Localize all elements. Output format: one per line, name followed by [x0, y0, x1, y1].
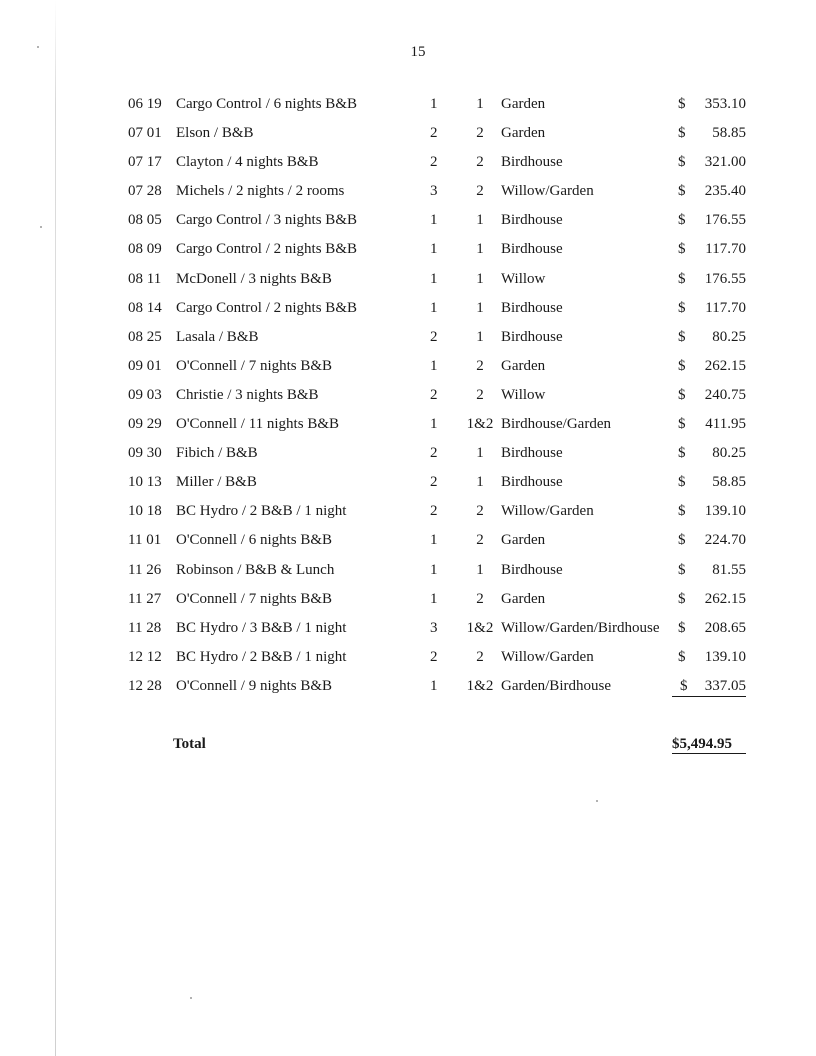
ledger-row	[0, 470, 816, 499]
amount-value: 224.70	[704, 532, 746, 549]
amount-value: 262.15	[704, 357, 746, 374]
guest-count: 2	[430, 648, 438, 665]
room-name: Birdhouse	[501, 212, 563, 229]
booking-description: Lasala / B&B	[176, 328, 259, 345]
booking-date: 11 27	[128, 590, 162, 607]
amount-value: 80.25	[712, 328, 746, 345]
booking-date: 09 30	[128, 445, 162, 462]
booking-date: 10 13	[128, 474, 162, 491]
room-number: 2	[476, 532, 484, 549]
booking-description: Christie / 3 nights B&B	[176, 386, 319, 403]
amount-value: 139.10	[704, 648, 746, 665]
room-number: 2	[476, 154, 484, 171]
room-number: 1	[476, 474, 484, 491]
room-name: Birdhouse	[501, 561, 563, 578]
room-name: Garden	[501, 357, 546, 374]
currency-symbol: $	[678, 590, 686, 607]
guest-count: 1	[430, 270, 438, 287]
booking-description: O'Connell / 11 nights B&B	[176, 416, 339, 433]
ledger-row	[0, 150, 816, 179]
currency-symbol: $	[680, 677, 688, 694]
room-number: 2	[476, 183, 484, 200]
currency-symbol: $	[678, 416, 686, 433]
ledger-row	[0, 587, 816, 616]
room-number: 2	[476, 357, 484, 374]
amount-value: 139.10	[704, 503, 746, 520]
amount-value: 208.65	[704, 619, 746, 636]
guest-count: 1	[430, 561, 438, 578]
amount-value: 58.85	[712, 125, 746, 142]
booking-description: O'Connell / 7 nights B&B	[176, 590, 333, 607]
booking-date: 11 28	[128, 619, 162, 636]
amount-value: 235.40	[704, 183, 746, 200]
booking-date: 08 14	[128, 299, 162, 316]
ledger-row	[0, 179, 816, 208]
booking-description: O'Connell / 7 nights B&B	[176, 357, 333, 374]
page-number: 15	[410, 44, 426, 60]
ledger-row	[0, 296, 816, 325]
currency-symbol: $	[678, 503, 686, 520]
room-name: Garden	[501, 590, 546, 607]
booking-date: 12 28	[128, 677, 162, 694]
ledger-row	[0, 208, 816, 237]
guest-count: 2	[430, 328, 438, 345]
amount-value: 176.55	[704, 212, 746, 229]
guest-count: 1	[430, 532, 438, 549]
booking-description: BC Hydro / 2 B&B / 1 night	[176, 648, 347, 665]
ledger-row	[0, 558, 816, 587]
guest-count: 1	[430, 96, 438, 112]
booking-date: 07 01	[128, 125, 162, 142]
booking-date: 08 05	[128, 212, 162, 229]
booking-description: McDonell / 3 nights B&B	[176, 270, 332, 287]
amount-value: 337.05	[704, 677, 746, 694]
scan-speck	[190, 997, 192, 999]
booking-description: Elson / B&B	[176, 125, 254, 142]
currency-symbol: $	[678, 561, 686, 578]
guest-count: 2	[430, 386, 438, 403]
currency-symbol: $	[678, 474, 686, 491]
room-number: 1	[476, 328, 484, 345]
room-number: 2	[476, 386, 484, 403]
ledger-row	[0, 645, 816, 674]
room-name: Willow/Garden	[501, 503, 594, 520]
currency-symbol: $	[678, 270, 686, 287]
ledger-row	[0, 528, 816, 557]
amount-value: 240.75	[704, 386, 746, 403]
booking-description: BC Hydro / 3 B&B / 1 night	[176, 619, 347, 636]
room-name: Birdhouse	[501, 154, 563, 171]
room-name: Birdhouse/Garden	[501, 416, 611, 433]
booking-description: Michels / 2 nights / 2 rooms	[176, 183, 345, 200]
amount-value: 353.10	[704, 96, 746, 112]
booking-description: O'Connell / 9 nights B&B	[176, 677, 333, 694]
currency-symbol: $	[678, 212, 686, 229]
booking-description: Cargo Control / 2 nights B&B	[176, 241, 357, 258]
ledger-row	[0, 354, 816, 383]
booking-description: Robinson / B&B & Lunch	[176, 561, 335, 578]
currency-symbol: $	[678, 532, 686, 549]
room-name: Willow/Garden/Birdhouse	[501, 619, 660, 636]
room-number: 2	[476, 590, 484, 607]
amount-value: 411.95	[705, 416, 746, 433]
booking-amount	[672, 676, 746, 697]
booking-description: O'Connell / 6 nights B&B	[176, 532, 333, 549]
guest-count: 1	[430, 241, 438, 258]
ledger-row	[0, 412, 816, 441]
room-name: Willow	[501, 386, 546, 403]
currency-symbol: $	[678, 328, 686, 345]
guest-count: 1	[430, 590, 438, 607]
ledger-row	[0, 441, 816, 470]
currency-symbol: $	[678, 183, 686, 200]
guest-count: 2	[430, 125, 438, 142]
booking-date: 11 26	[128, 561, 162, 578]
amount-value: 117.70	[705, 299, 746, 316]
guest-count: 2	[430, 474, 438, 491]
amount-value: 117.70	[705, 241, 746, 258]
room-name: Willow	[501, 270, 546, 287]
room-number: 2	[476, 503, 484, 520]
room-name: Birdhouse	[501, 474, 563, 491]
booking-description: Cargo Control / 2 nights B&B	[176, 299, 357, 316]
amount-value: 58.85	[712, 474, 746, 491]
booking-date: 09 01	[128, 357, 162, 374]
total-label: Total	[173, 736, 206, 752]
booking-description: Fibich / B&B	[176, 445, 258, 462]
room-name: Birdhouse	[501, 445, 563, 462]
room-name: Willow/Garden	[501, 648, 594, 665]
ledger-row	[0, 616, 816, 645]
room-number: 1&2	[466, 619, 494, 636]
booking-date: 10 18	[128, 503, 162, 520]
scan-speck	[596, 800, 598, 802]
guest-count: 3	[430, 183, 438, 200]
currency-symbol: $	[678, 241, 686, 258]
amount-value: 176.55	[704, 270, 746, 287]
currency-symbol: $	[678, 125, 686, 142]
currency-symbol: $	[678, 445, 686, 462]
room-name: Garden	[501, 532, 546, 549]
booking-description: Clayton / 4 nights B&B	[176, 154, 319, 171]
room-number: 1	[476, 299, 484, 316]
room-name: Garden	[501, 96, 546, 112]
booking-description: BC Hydro / 2 B&B / 1 night	[176, 503, 347, 520]
guest-count: 1	[430, 677, 438, 694]
guest-count: 1	[430, 416, 438, 433]
guest-count: 1	[430, 212, 438, 229]
ledger-row	[0, 121, 816, 150]
booking-date: 12 12	[128, 648, 162, 665]
currency-symbol: $	[678, 357, 686, 374]
guest-count: 2	[430, 154, 438, 171]
booking-description: Miller / B&B	[176, 474, 257, 491]
room-name: Birdhouse	[501, 299, 563, 316]
total-amount: $5,494.95	[672, 736, 746, 754]
room-number: 1	[476, 445, 484, 462]
guest-count: 2	[430, 503, 438, 520]
ledger-row	[0, 92, 816, 121]
ledger-row	[0, 237, 816, 266]
guest-count: 3	[430, 619, 438, 636]
currency-symbol: $	[678, 648, 686, 665]
currency-symbol: $	[678, 154, 686, 171]
booking-date: 09 29	[128, 416, 162, 433]
currency-symbol: $	[678, 619, 686, 636]
booking-date: 08 11	[128, 270, 162, 287]
booking-date: 08 09	[128, 241, 162, 258]
bookings-ledger	[0, 92, 816, 703]
room-number: 1	[476, 212, 484, 229]
currency-symbol: $	[678, 386, 686, 403]
room-name: Birdhouse	[501, 328, 563, 345]
currency-symbol: $	[678, 299, 686, 316]
booking-date: 07 28	[128, 183, 162, 200]
room-name: Garden/Birdhouse	[501, 677, 611, 694]
ledger-row	[0, 325, 816, 354]
room-number: 1	[476, 241, 484, 258]
room-number: 1	[476, 561, 484, 578]
booking-date: 11 01	[128, 532, 162, 549]
amount-value: 81.55	[712, 561, 746, 578]
room-number: 1	[476, 270, 484, 287]
room-name: Willow/Garden	[501, 183, 594, 200]
room-number: 1&2	[466, 416, 494, 433]
room-name: Garden	[501, 125, 546, 142]
room-name: Birdhouse	[501, 241, 563, 258]
booking-description: Cargo Control / 6 nights B&B	[176, 96, 357, 112]
room-number: 2	[476, 648, 484, 665]
ledger-row	[0, 267, 816, 296]
booking-date: 09 03	[128, 386, 162, 403]
ledger-row	[0, 383, 816, 412]
currency-symbol: $	[678, 96, 686, 112]
amount-value: 262.15	[704, 590, 746, 607]
booking-description: Cargo Control / 3 nights B&B	[176, 212, 357, 229]
booking-date: 06 19	[128, 96, 162, 112]
room-number: 1&2	[466, 677, 494, 694]
booking-date: 08 25	[128, 328, 162, 345]
room-number: 1	[476, 96, 484, 112]
guest-count: 1	[430, 357, 438, 374]
guest-count: 2	[430, 445, 438, 462]
guest-count: 1	[430, 299, 438, 316]
amount-value: 321.00	[704, 154, 746, 171]
ledger-row	[0, 499, 816, 528]
amount-value: 80.25	[712, 445, 746, 462]
ledger-row	[0, 674, 816, 703]
booking-date: 07 17	[128, 154, 162, 171]
room-number: 2	[476, 125, 484, 142]
